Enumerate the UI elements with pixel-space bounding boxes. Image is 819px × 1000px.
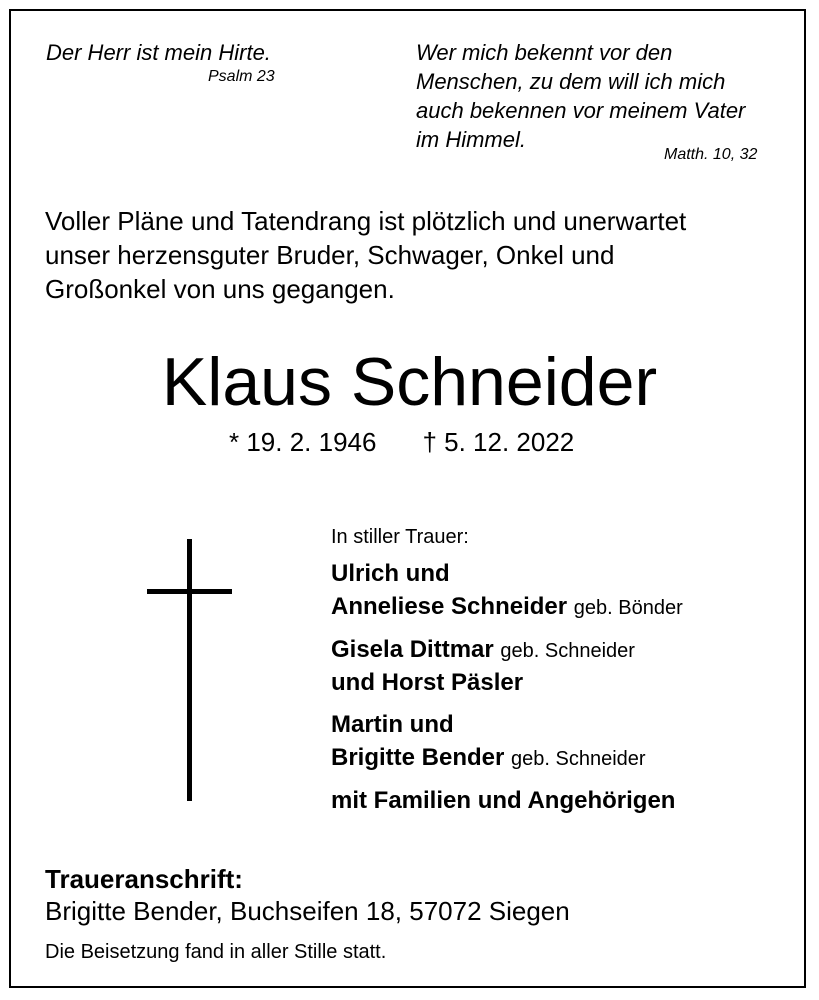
quote-right-line: Wer mich bekennt vor den <box>416 40 673 65</box>
quote-right-line: auch bekennen vor meinem Vater <box>416 98 746 123</box>
birth-date: * 19. 2. 1946 <box>229 427 377 457</box>
cross-icon <box>145 539 235 801</box>
maiden-name: geb. Bönder <box>573 597 683 619</box>
mourning-label: In stiller Trauer: <box>331 526 469 548</box>
address-line: Brigitte Bender, Buchseifen 18, 57072 Siegen <box>45 896 570 926</box>
intro-line: Voller Pläne und Tatendrang ist plötzlich und unerwartet <box>45 206 687 236</box>
quote-left-ref: Psalm 23 <box>208 68 275 85</box>
quote-right-line: Menschen, zu dem will ich mich <box>416 69 726 94</box>
intro-line: Großonkel von uns gegangen. <box>45 274 395 304</box>
quote-right-line: im Himmel. <box>416 127 526 152</box>
address-heading: Traueranschrift: <box>45 864 243 894</box>
mourner-line: Brigitte Bender geb. Schneider <box>331 744 646 771</box>
death-date: † 5. 12. 2022 <box>422 427 575 457</box>
burial-note: Die Beisetzung fand in aller Stille statt. <box>45 941 387 963</box>
quote-left-text: Der Herr ist mein Hirte. <box>46 40 271 65</box>
mourner-line: Ulrich und <box>331 560 450 587</box>
mourner-line: Martin und <box>331 711 454 738</box>
quote-right-ref: Matth. 10, 32 <box>664 146 758 163</box>
maiden-name: geb. Schneider <box>511 748 646 770</box>
mourner-line: Anneliese Schneider geb. Bönder <box>331 593 683 620</box>
deceased-name: Klaus Schneider <box>161 344 658 420</box>
mourner-line: Gisela Dittmar geb. Schneider <box>331 636 635 663</box>
life-dates <box>229 427 574 457</box>
intro-line: unser herzensguter Bruder, Schwager, Onkel und <box>45 240 615 270</box>
obituary-frame <box>9 9 806 988</box>
mourner-line: und Horst Päsler <box>331 669 524 696</box>
maiden-name: geb. Schneider <box>500 640 635 662</box>
mourners-closing: mit Familien und Angehörigen <box>331 787 676 814</box>
